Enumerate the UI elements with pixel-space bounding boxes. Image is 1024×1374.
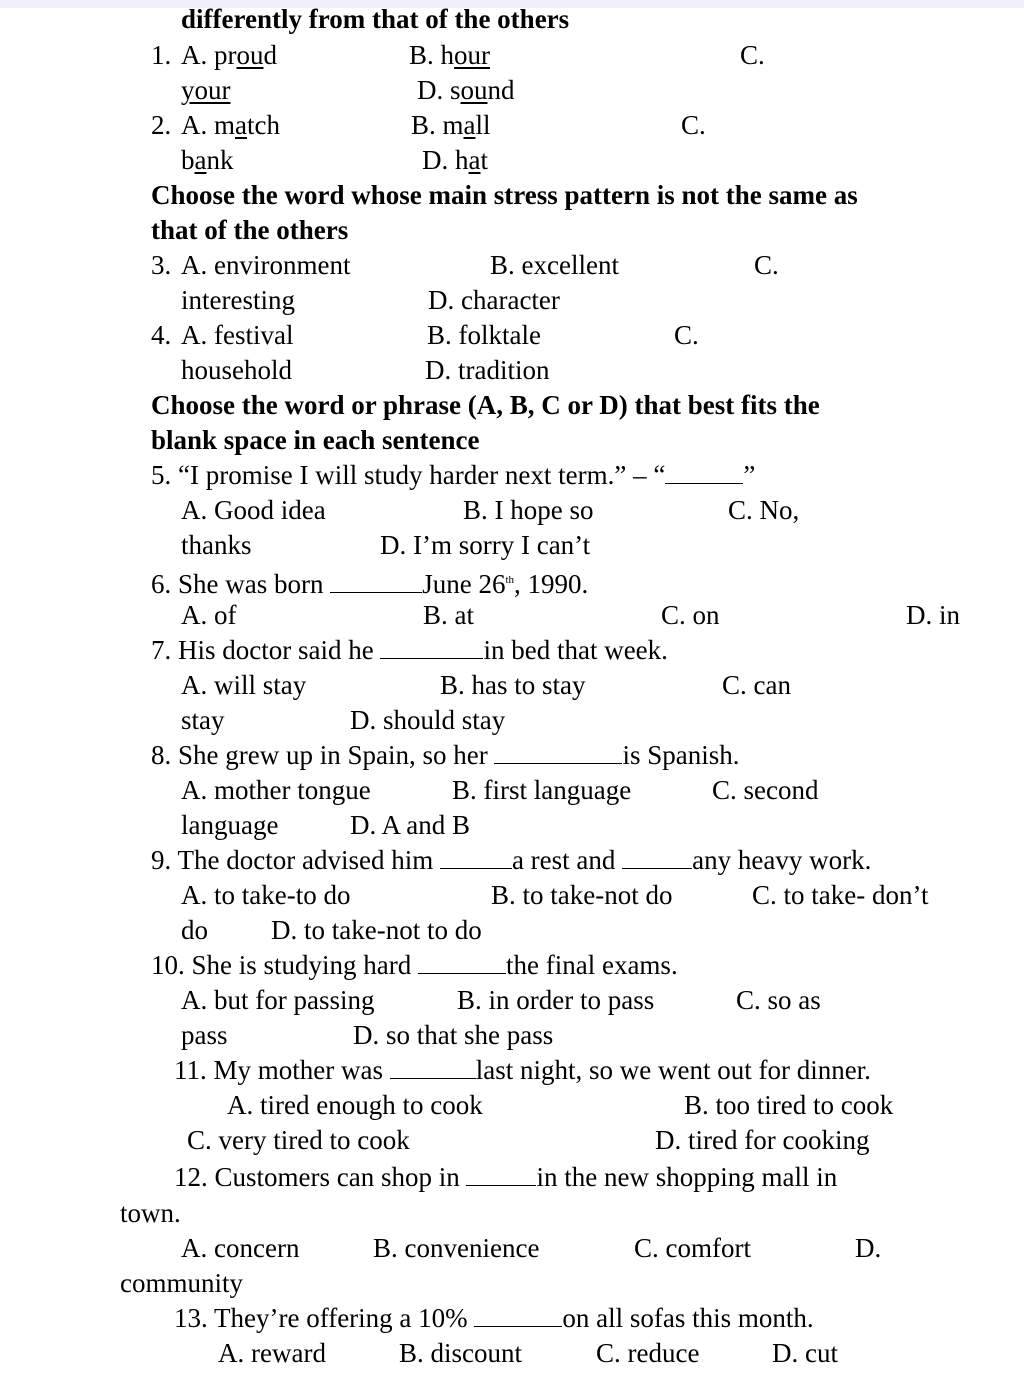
q5-blank [665,459,743,484]
q4-option-c: C. [674,320,699,350]
q5-option-c: C. No, [728,495,800,525]
q10-option-d: D. so that she pass [353,1020,554,1050]
q10-blank [418,949,506,974]
q11-option-a: A. tired enough to cook [227,1090,483,1120]
q10-option-c: C. so as [736,985,821,1015]
q1-option-c-word: your [181,75,231,105]
section2-heading-line1: Choose the word whose main stress pattern is not the same as [151,180,858,210]
q7-option-b: B. has to stay [440,670,586,700]
q2-option-a: A. match [181,110,280,140]
section3-heading-line1: Choose the word or phrase (A, B, C or D) that best fits the [151,390,820,420]
q3-number: 3. [151,250,172,280]
q6-option-a: A. of [181,600,237,630]
q7-option-a: A. will stay [181,670,307,700]
q9-option-b: B. to take-not do [491,880,673,910]
q11-option-c: C. very tired to cook [187,1125,410,1155]
q7-option-c-cont: stay [181,705,225,735]
section3-heading-line2: blank space in each sentence [151,425,480,455]
q4-option-c-word: household [181,355,292,385]
q4-number: 4. [151,320,172,350]
q11-blank [390,1054,476,1079]
q8-option-a: A. mother tongue [181,775,371,805]
q7-option-d: D. should stay [350,705,506,735]
q13-stem: 13. They’re offering a 10% on all sofas this month. [174,1303,814,1333]
q9-option-a: A. to take-to do [181,880,351,910]
q1-option-c: C. [740,40,765,70]
q5-option-d: D. I’m sorry I can’t [380,530,591,560]
q7-option-c: C. can [722,670,791,700]
q2-option-d: D. hat [422,145,488,175]
q13-option-c: C. reduce [596,1338,700,1368]
q10-option-c-cont: pass [181,1020,228,1050]
section2-heading-line2: that of the others [151,215,349,245]
q6-option-b: B. at [423,600,474,630]
q9-stem: 9. The doctor advised him a rest and any heavy work. [151,845,872,875]
q12-option-c: C. comfort [634,1233,751,1263]
q13-option-a: A. reward [218,1338,326,1368]
q9-option-c: C. to take- don’t [752,880,929,910]
q12-blank [466,1161,536,1186]
q3-option-b: B. excellent [490,250,619,280]
q3-option-c: C. [754,250,779,280]
q10-option-a: A. but for passing [181,985,375,1015]
q11-option-d: D. tired for cooking [655,1125,870,1155]
q10-option-b: B. in order to pass [457,985,655,1015]
q6-option-c: C. on [661,600,720,630]
q2-number: 2. [151,110,172,140]
q12-option-d-cont: community [120,1268,243,1298]
q5-stem: 5. “I promise I will study harder next term.” – “ ” [151,460,756,490]
q3-option-c-word: interesting [181,285,295,315]
q13-option-d: D. cut [772,1338,838,1368]
q9-blank-2 [622,844,692,869]
q12-option-b: B. convenience [373,1233,540,1263]
q7-blank [380,634,483,659]
q12-option-a: A. concern [181,1233,300,1263]
q2-option-c-word: bank [181,145,234,175]
q12-option-d: D. [855,1233,882,1263]
q8-option-d: D. A and B [350,810,471,840]
q8-option-c-cont: language [181,810,279,840]
q2-option-c: C. [681,110,706,140]
q1-number: 1. [151,40,172,70]
q3-option-d: D. character [428,285,560,315]
q5-option-b: B. I hope so [463,495,594,525]
q1-option-b: B. hour [409,40,491,70]
q1-option-d: D. sound [417,75,515,105]
q13-blank [474,1302,562,1327]
q4-option-d: D. tradition [425,355,550,385]
q7-stem: 7. His doctor said he in bed that week. [151,635,668,665]
q4-option-a: A. festival [181,320,294,350]
q8-option-b: B. first language [452,775,632,805]
q8-option-c: C. second [712,775,819,805]
q13-option-b: B. discount [399,1338,523,1368]
q9-blank-1 [440,844,512,869]
q5-option-a: A. Good idea [181,495,326,525]
q6-stem: 6. She was born June 26th, 1990. [151,569,589,599]
q10-stem: 10. She is studying hard the final exams. [151,950,678,980]
q11-stem: 11. My mother was last night, so we went out for dinner. [174,1055,871,1085]
q3-option-a: A. environment [181,250,351,280]
q9-option-d: D. to take-not to do [271,915,482,945]
q6-blank [330,568,422,593]
q11-option-b: B. too tired to cook [684,1090,894,1120]
q4-option-b: B. folktale [427,320,541,350]
section1-heading: differently from that of the others [181,4,570,34]
q6-option-d: D. in [906,600,960,630]
q8-blank [494,739,622,764]
q1-option-a: A. proud [181,40,277,70]
q9-option-c-cont: do [181,915,208,945]
q12-stem: 12. Customers can shop in in the new shopping mall in [174,1162,838,1192]
q12-stem-cont: town. [120,1198,181,1228]
q8-stem: 8. She grew up in Spain, so her is Spanish. [151,740,740,770]
q5-option-c-cont: thanks [181,530,252,560]
q2-option-b: B. mall [411,110,491,140]
